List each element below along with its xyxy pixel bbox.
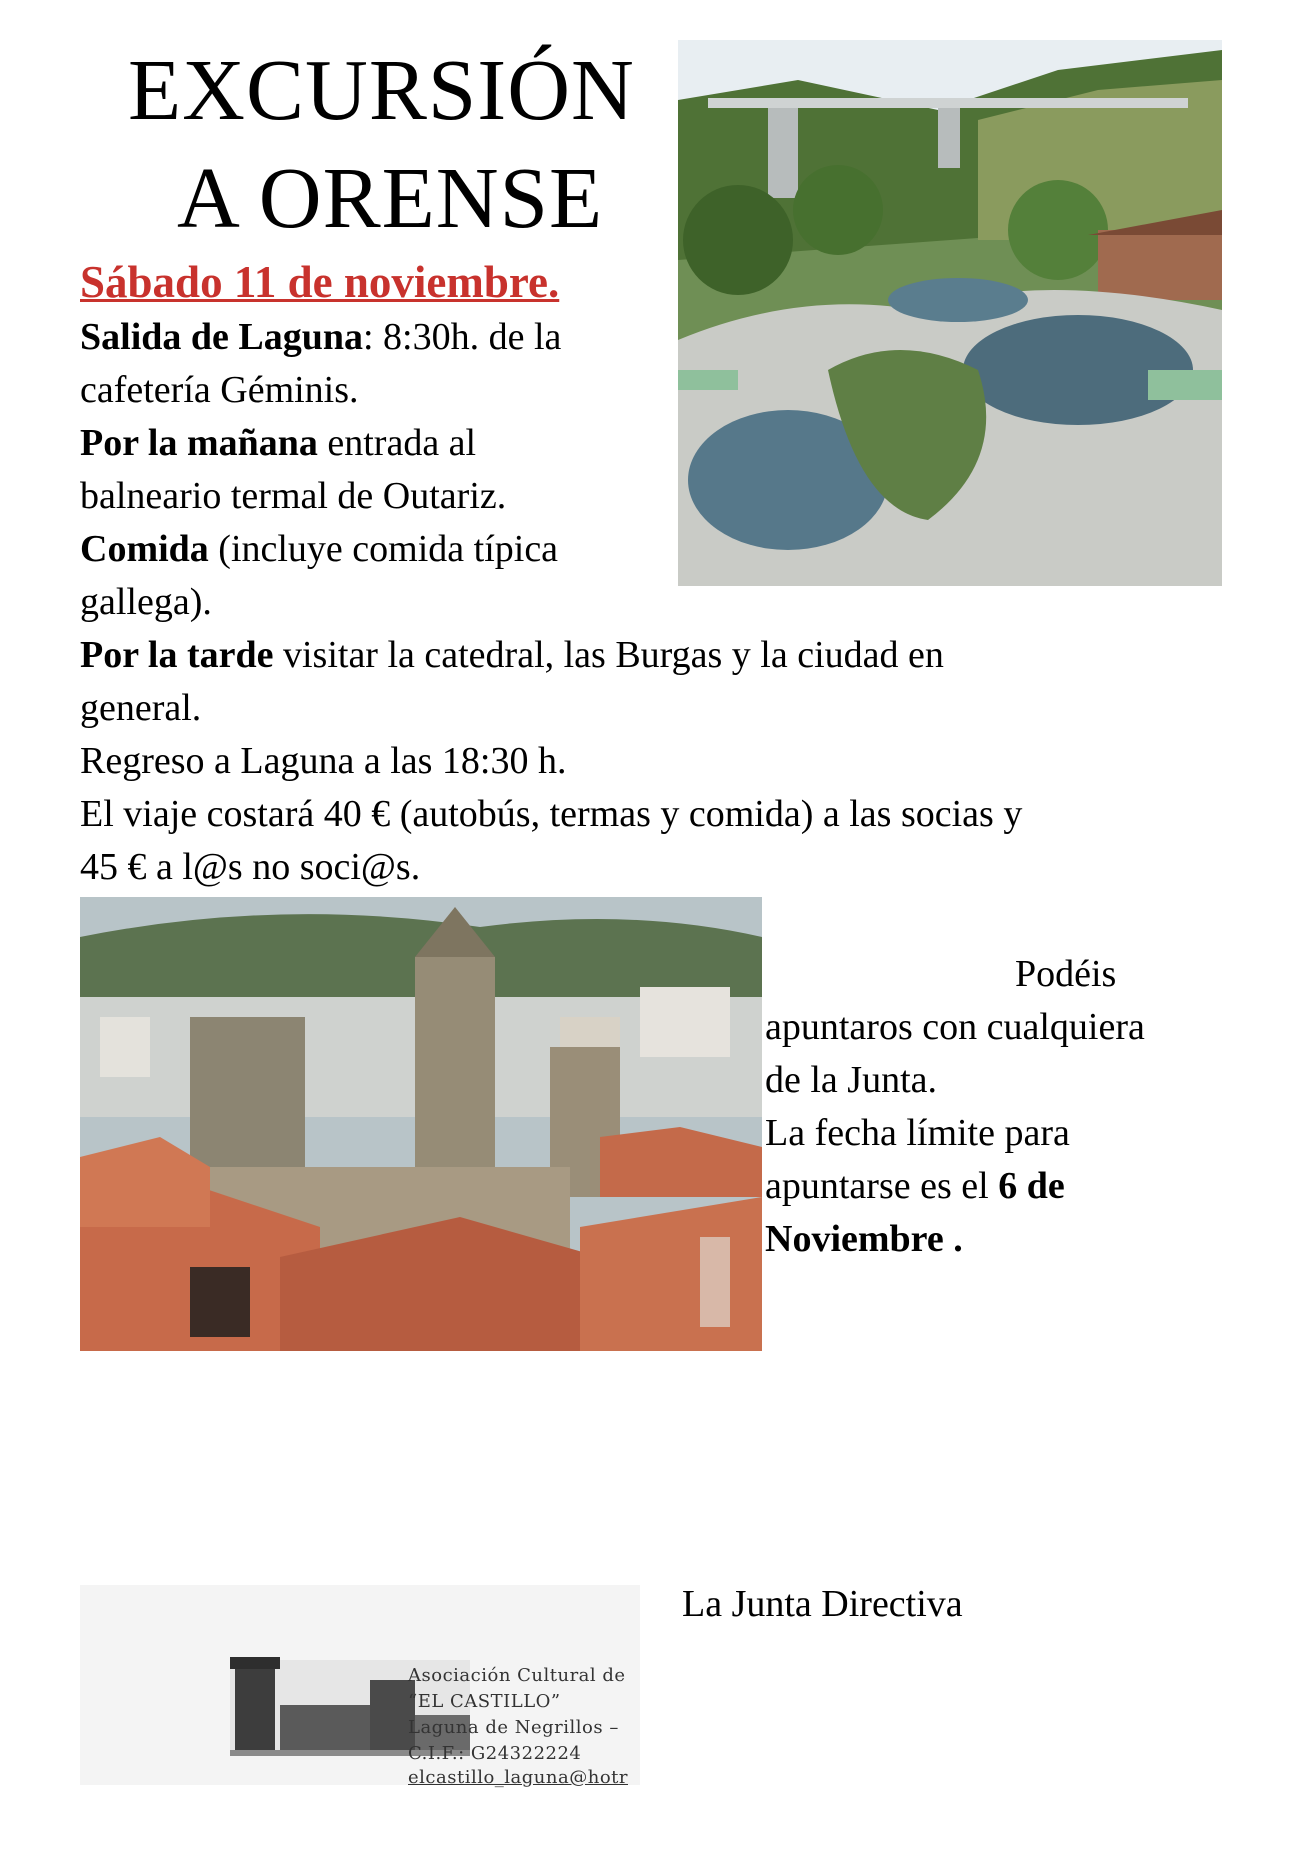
- spa-photo: [678, 40, 1222, 586]
- signature: La Junta Directiva: [682, 1583, 963, 1625]
- deadline-line-1: La fecha límite para: [765, 1112, 1070, 1154]
- stamp-line-4: C.I.F.: G24322224: [408, 1743, 582, 1764]
- morning-label: Por la mañana: [80, 422, 318, 464]
- departure-label: Salida de Laguna: [80, 316, 363, 358]
- event-date: Sábado 11 de noviembre.: [80, 257, 560, 307]
- signup-line-1: Podéis: [1015, 953, 1117, 995]
- stamp-line-1: Asociación Cultural de: [408, 1665, 626, 1686]
- lunch-label: Comida: [80, 528, 209, 570]
- departure-line: [80, 311, 561, 363]
- lunch-text: (incluye comida típica: [208, 528, 559, 570]
- afternoon-label: Por la tarde: [80, 634, 274, 676]
- title-line-2: A ORENSE: [177, 149, 604, 246]
- deadline-date: 6 de: [998, 1165, 1065, 1207]
- lunch-cont: gallega).: [80, 581, 212, 623]
- association-stamp: [80, 1585, 640, 1788]
- deadline-text: apuntarse es el: [765, 1165, 999, 1207]
- afternoon-text: visitar la catedral, las Burgas y la ciudad en: [273, 634, 944, 676]
- morning-text: entrada al: [317, 422, 477, 464]
- signup-line-3: de la Junta.: [765, 1059, 938, 1101]
- afternoon-line: [80, 629, 944, 681]
- departure-time: : 8:30h. de la: [363, 316, 562, 358]
- stamp-email-link[interactable]: elcastillo_laguna@hotr: [408, 1767, 628, 1788]
- title-line-1: EXCURSIÓN: [128, 41, 635, 138]
- morning-place: balneario termal de Outariz.: [80, 475, 507, 517]
- lunch-line: [80, 523, 558, 575]
- departure-place: cafetería Géminis.: [80, 369, 359, 411]
- afternoon-cont: general.: [80, 687, 202, 729]
- return-line: Regreso a Laguna a las 18:30 h.: [80, 740, 567, 782]
- cathedral-photo: [80, 897, 762, 1351]
- stamp-line-3: Laguna de Negrillos –: [408, 1717, 619, 1738]
- stamp-line-2: “EL CASTILLO”: [408, 1691, 561, 1712]
- morning-line: [80, 417, 476, 469]
- signup-line-2: apuntaros con cualquiera: [765, 1006, 1145, 1048]
- deadline-line-2: [765, 1160, 1065, 1212]
- price-line-2: 45 € a l@s no soci@s.: [80, 846, 421, 888]
- price-line-1: El viaje costará 40 € (autobús, termas y comida) a las socias y: [80, 793, 1023, 835]
- deadline-month: Noviembre .: [765, 1218, 963, 1260]
